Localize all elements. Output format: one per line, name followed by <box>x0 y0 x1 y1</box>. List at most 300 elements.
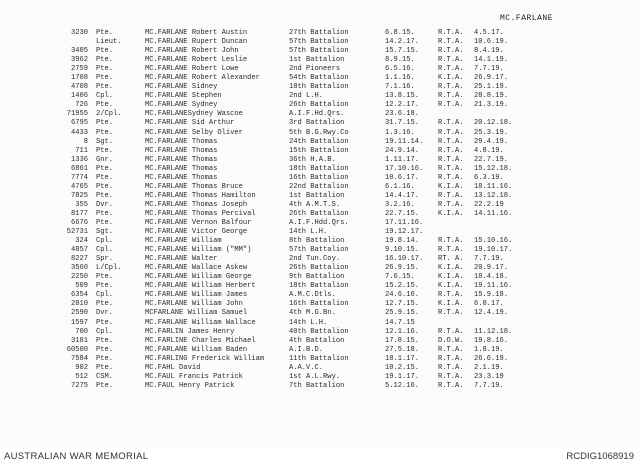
soldier-name: MC.FARLANE Robert Austin <box>145 29 248 37</box>
fate-date: 28.8.19. <box>474 92 509 101</box>
enlistment-date: 15.7.15. <box>385 47 420 56</box>
soldier-name: MC.FAUL Henry Patrick <box>145 381 235 390</box>
rank: Pte. <box>96 282 114 291</box>
fate-date: 26.6.19. <box>474 354 509 363</box>
fate: R.T.A. <box>438 237 464 246</box>
roll-row <box>0 264 640 273</box>
enlistment-date: 22.7.15. <box>385 209 420 218</box>
rank: Pte. <box>96 119 114 128</box>
service-number: 1336 <box>70 155 88 164</box>
rank: Cpl. <box>96 92 114 101</box>
roll-row <box>0 83 640 92</box>
enlistment-date: 14.7.15 <box>385 318 415 327</box>
unit: 57th Battalion <box>289 47 349 56</box>
soldier-name: MC.FARLANE Robert Leslie <box>145 56 248 65</box>
footer-institution: AUSTRALIAN WAR MEMORIAL <box>4 451 149 462</box>
fate: K.I.A. <box>438 300 464 309</box>
fate: K.I.A. <box>438 74 464 83</box>
unit: 11th Battalion <box>289 354 349 363</box>
roll-row <box>0 165 640 174</box>
rank: Pte. <box>96 182 114 191</box>
service-number: 711 <box>75 146 88 155</box>
rank: Pte. <box>96 300 114 309</box>
fate-date: 14.11.16. <box>474 209 513 218</box>
service-number: 2250 <box>70 273 88 282</box>
fate: R.T.A. <box>438 372 464 381</box>
service-number: 7584 <box>70 354 88 363</box>
soldier-name: MC.FARLANE Thomas <box>145 155 218 164</box>
fate: R.T.A. <box>438 56 464 65</box>
enlistment-date: 10.2.15. <box>385 363 420 372</box>
fate: R.T.A. <box>438 38 464 47</box>
soldier-name: MC.FARLANE William James <box>145 291 248 300</box>
enlistment-date: 13.8.15. <box>385 92 420 101</box>
fate: K.I.A. <box>438 209 464 218</box>
rank: Pte. <box>96 345 114 354</box>
rank: Pte. <box>96 209 114 218</box>
rank: Dvr. <box>96 309 114 318</box>
rank: 2/Cpl. <box>96 110 122 119</box>
soldier-name: MC.FARLANE Robert Alexander <box>145 74 260 83</box>
enlistment-date: 27.5.18. <box>385 345 420 354</box>
enlistment-date: 12.2.17. <box>385 101 420 110</box>
soldier-name: MC.FAUL Francis Patrick <box>145 372 243 381</box>
roll-row <box>0 47 640 56</box>
soldier-name: MC.FARLING Frederick William <box>145 354 265 363</box>
service-number: 71955 <box>66 110 88 119</box>
rank: Pte. <box>96 29 114 37</box>
rank: Pte. <box>96 336 114 345</box>
fate: R.T.A. <box>438 291 464 300</box>
enlistment-date: 1.1.16. <box>385 74 415 83</box>
unit: 8th Battalion <box>289 237 345 246</box>
enlistment-date: 19.1.17. <box>385 372 420 381</box>
enlistment-date: 3.2.16. <box>385 200 415 209</box>
unit: 16th Battalion <box>289 173 349 182</box>
fate: R.T.A. <box>438 327 464 336</box>
soldier-name: MC.FARLANE Thomas <box>145 137 218 146</box>
enlistment-date: 17.10.16. <box>385 164 424 173</box>
roll-row <box>0 355 640 364</box>
rank: Gnr. <box>96 155 114 164</box>
fate-date: 7.7.19. <box>474 255 504 264</box>
service-number: 3405 <box>70 47 88 56</box>
fate-date: 25.3.19. <box>474 128 509 137</box>
fate-date: 23.3.19 <box>474 372 504 381</box>
enlistment-date: 25.9.15. <box>385 309 420 318</box>
unit: 3rd Battalion <box>289 119 345 128</box>
fate: R.T.A. <box>438 101 464 110</box>
unit: 16th Battalion <box>289 300 349 309</box>
roll-row <box>0 255 640 264</box>
unit: 18th Battalion <box>289 164 349 173</box>
enlistment-date: 9.10.15. <box>385 246 420 255</box>
fate-date: 19.8.16. <box>474 336 509 345</box>
fate-date: 29.4.19. <box>474 137 509 146</box>
soldier-name: MC.FARLANE Thomas Joseph <box>145 200 248 209</box>
fate: D.O.W. <box>438 336 464 345</box>
service-number: 4708 <box>70 83 88 92</box>
soldier-name: MC.FARLIN James Henry <box>145 327 235 336</box>
service-number: 3230 <box>70 29 88 37</box>
rank: Pte. <box>96 318 114 327</box>
soldier-name: MC.FARLANE William John <box>145 300 243 309</box>
roll-row <box>0 346 640 355</box>
unit: 4th A.M.T.S. <box>289 200 341 209</box>
roll-row <box>0 282 640 291</box>
service-number: 6795 <box>70 119 88 128</box>
unit: 2nd Tun.Coy. <box>289 255 341 264</box>
rank: Cpl. <box>96 237 114 246</box>
roll-row <box>0 56 640 65</box>
fate: R.T.A. <box>438 164 464 173</box>
fate: R.T.A. <box>438 29 464 37</box>
enlistment-date: 24.9.14. <box>385 146 420 155</box>
unit: 57th Battalion <box>289 246 349 255</box>
soldier-name: MC.FARLANE Robert Lowe <box>145 65 239 74</box>
rank: Pte. <box>96 381 114 390</box>
fate: R.T.A. <box>438 363 464 372</box>
roll-row <box>0 309 640 318</box>
service-number: 60500 <box>66 345 88 354</box>
fate-date: 7.7.19. <box>474 65 504 74</box>
soldier-name: MC.FARLANE Wallace Askew <box>145 264 248 273</box>
fate: R.T.A. <box>438 173 464 182</box>
roll-row <box>0 174 640 183</box>
unit: 1st A.L.Rwy. <box>289 372 341 381</box>
fate: R.T.A. <box>438 191 464 200</box>
roll-row <box>0 319 640 328</box>
enlistment-date: 5.12.16. <box>385 381 420 390</box>
rank: L/Cpl. <box>96 264 122 273</box>
enlistment-date: 7.6.15. <box>385 273 415 282</box>
unit: 26th Battalion <box>289 264 349 273</box>
enlistment-date: 12.1.16. <box>385 327 420 336</box>
enlistment-date: 19.11.14. <box>385 137 424 146</box>
fate: R.T.A. <box>438 83 464 92</box>
unit: 27th Battalion <box>289 29 349 37</box>
soldier-name: MC.FARLANE Rupert Duncan <box>145 38 248 47</box>
rank: Pte. <box>96 74 114 83</box>
roll-row <box>0 183 640 192</box>
fate-date: 13.12.18. <box>474 191 513 200</box>
service-number: 4765 <box>70 182 88 191</box>
enlistment-date: 8.9.15. <box>385 56 415 65</box>
rank: Pte. <box>96 363 114 372</box>
enlistment-date: 24.6.16. <box>385 291 420 300</box>
soldier-name: MC.FARLANE Sydney <box>145 101 218 110</box>
unit: 2nd Pioneers <box>289 65 341 74</box>
fate: R.T.A. <box>438 155 464 164</box>
fate: R.T.A. <box>438 246 464 255</box>
soldier-name: MC.FARLANE Thomas <box>145 146 218 155</box>
service-number: 8227 <box>70 255 88 264</box>
unit: 4th Battalion <box>289 336 345 345</box>
unit: 14th L.H. <box>289 228 328 237</box>
soldier-name: MC.FARLANE Stephen <box>145 92 222 101</box>
rank: Sgt. <box>96 228 114 237</box>
roll-row <box>0 147 640 156</box>
unit: 4th M.G.Bn. <box>289 309 336 318</box>
enlistment-date: 14.4.17. <box>385 191 420 200</box>
fate-date: 18.4.18. <box>474 273 509 282</box>
fate-date: 4.5.17. <box>474 29 504 37</box>
fate: K.I.A. <box>438 264 464 273</box>
roll-row <box>0 246 640 255</box>
roll-row <box>0 119 640 128</box>
roll-row <box>0 138 640 147</box>
fate-date: 7.7.19. <box>474 381 504 390</box>
roll-row <box>0 65 640 74</box>
roll-row <box>0 156 640 165</box>
fate-date: 22.2.19 <box>474 200 504 209</box>
rank: Pte. <box>96 146 114 155</box>
unit: 5th B.G.Rwy.Co <box>289 128 349 137</box>
rank: Pte. <box>96 164 114 173</box>
fate-date: 21.3.19. <box>474 101 509 110</box>
enlistment-date: 19.12.17. <box>385 228 424 237</box>
fate-date: 22.7.19. <box>474 155 509 164</box>
fate-date: 20.9.17. <box>474 264 509 273</box>
service-number: 355 <box>75 200 88 209</box>
service-number: 6676 <box>70 218 88 227</box>
soldier-name: MC.FARLANE William <box>145 237 222 246</box>
enlistment-date: 14.2.17. <box>385 38 420 47</box>
fate-date: 15.12.18. <box>474 164 513 173</box>
roll-row <box>0 201 640 210</box>
enlistment-date: 17.8.15. <box>385 336 420 345</box>
roll-row <box>0 291 640 300</box>
fate-date: 20.12.18. <box>474 119 513 128</box>
soldier-name: MC.FARLANE Sidney <box>145 83 218 92</box>
fate-date: 6.8.17. <box>474 300 504 309</box>
service-number: 52731 <box>66 228 88 237</box>
fate: K.I.A. <box>438 182 464 191</box>
unit: 24th Battalion <box>289 137 349 146</box>
fate: R.T.A. <box>438 92 464 101</box>
service-number: 3181 <box>70 336 88 345</box>
soldier-name: MC.FAHL David <box>145 363 201 372</box>
fate: R.T.A. <box>438 381 464 390</box>
roll-entries <box>0 29 640 391</box>
soldier-name: MC.FARLANE William Herbert <box>145 282 256 291</box>
service-number: 8177 <box>70 209 88 218</box>
soldier-name: MC.FARLANE Thomas Percival <box>145 209 256 218</box>
fate-date: 11.12.18. <box>474 327 513 336</box>
unit: 1st Battalion <box>289 56 345 65</box>
service-number: 700 <box>75 327 88 336</box>
service-number: 3962 <box>70 56 88 65</box>
soldier-name: MC.FARLANE Walter <box>145 255 218 264</box>
fate-date: 18.11.16. <box>474 182 513 191</box>
fate-date: 15.10.16. <box>474 237 513 246</box>
fate-date: 2.1.19. <box>474 363 504 372</box>
soldier-name: MC.FARLANE Thomas <box>145 173 218 182</box>
roll-row <box>0 237 640 246</box>
enlistment-date: 1.11.17. <box>385 155 420 164</box>
service-number: 8 <box>83 137 88 146</box>
enlistment-date: 31.7.15. <box>385 119 420 128</box>
soldier-name: MC.FARLANE Thomas <box>145 164 218 173</box>
unit: 54th Battalion <box>289 74 349 83</box>
soldier-name: MC.FARLANE William ("MM") <box>145 246 252 255</box>
fate: R.T.A. <box>438 200 464 209</box>
fate: R.T.A. <box>438 146 464 155</box>
roll-row <box>0 228 640 237</box>
enlistment-date: 19.8.14. <box>385 237 420 246</box>
fate: R.T.A. <box>438 119 464 128</box>
rank: CSM. <box>96 372 114 381</box>
fate: R.T.A. <box>438 65 464 74</box>
fate: R.T.A. <box>438 137 464 146</box>
fate: R.T.A. <box>438 345 464 354</box>
unit: 15th Battalion <box>289 146 349 155</box>
fate-date: 6.3.19. <box>474 173 504 182</box>
unit: 9th Battalion <box>289 273 345 282</box>
unit: 14th L.H. <box>289 318 328 327</box>
enlistment-date: 10.6.17. <box>385 173 420 182</box>
service-number: 1406 <box>70 92 88 101</box>
roll-row <box>0 364 640 373</box>
rank: Cpl. <box>96 327 114 336</box>
unit: 26th Battalion <box>289 209 349 218</box>
rank: Pte. <box>96 354 114 363</box>
service-number: 512 <box>75 372 88 381</box>
fate: K.I.A. <box>438 273 464 282</box>
rank: Pte. <box>96 128 114 137</box>
unit: A.I.B.D. <box>289 345 324 354</box>
enlistment-date: 6.1.16. <box>385 182 415 191</box>
enlistment-date: 18.1.17. <box>385 354 420 363</box>
roll-row <box>0 210 640 219</box>
enlistment-date: 16.10.17. <box>385 255 424 264</box>
service-number: 726 <box>75 101 88 110</box>
soldier-name: MC.FARLANE Thomas Bruce <box>145 182 243 191</box>
soldier-name: MC.FARLANE William Wallace <box>145 318 256 327</box>
rank: Pte. <box>96 65 114 74</box>
service-number: 902 <box>75 363 88 372</box>
service-number: 1708 <box>70 74 88 83</box>
fate-date: 8.4.19. <box>474 47 504 56</box>
footer-record-id: RCDIG1068919 <box>566 451 634 462</box>
unit: 26th Battalion <box>289 101 349 110</box>
enlistment-date: 15.2.15. <box>385 282 420 291</box>
service-number: 7275 <box>70 381 88 390</box>
fate-date: 12.4.19. <box>474 309 509 318</box>
roll-row <box>0 38 640 47</box>
rank: Cpl. <box>96 246 114 255</box>
roll-row <box>0 101 640 110</box>
roll-row <box>0 328 640 337</box>
roll-row <box>0 219 640 228</box>
roll-row <box>0 192 640 201</box>
soldier-name: MC.FARLANE William Baden <box>145 345 248 354</box>
fate: R.T.A. <box>438 354 464 363</box>
service-number: 7774 <box>70 173 88 182</box>
roll-row <box>0 129 640 138</box>
service-number: 2810 <box>70 300 88 309</box>
soldier-name: MC.FARLANE Victor George <box>145 228 248 237</box>
fate-date: 25.1.19. <box>474 83 509 92</box>
page-surname-heading: MC.FARLANE <box>500 14 554 23</box>
service-number: 4433 <box>70 128 88 137</box>
roll-row <box>0 382 640 391</box>
unit: A.I.F.Hdd.Qrs. <box>289 218 349 227</box>
roll-row <box>0 300 640 309</box>
fate-date: 4.8.19. <box>474 146 504 155</box>
enlistment-date: 6.8.15. <box>385 29 415 37</box>
roll-row <box>0 273 640 282</box>
service-number: 6354 <box>70 291 88 300</box>
enlistment-date: 6.5.16. <box>385 65 415 74</box>
roll-row <box>0 29 640 38</box>
soldier-name: MC.FARLANE Sid Arthur <box>145 119 235 128</box>
service-number: 509 <box>75 282 88 291</box>
rank: Pte. <box>96 191 114 200</box>
footer-bar <box>0 448 640 466</box>
rank: Pte. <box>96 47 114 56</box>
rank: Pte. <box>96 173 114 182</box>
unit: 7th Battalion <box>289 381 345 390</box>
rank: Pte. <box>96 101 114 110</box>
roll-row <box>0 337 640 346</box>
roll-row <box>0 74 640 83</box>
roll-row <box>0 373 640 382</box>
soldier-name: MC.FARLANE William George <box>145 273 252 282</box>
unit: A.A.V.C. <box>289 363 324 372</box>
service-number: 7825 <box>70 191 88 200</box>
fate: K.I.A. <box>438 282 464 291</box>
rank: Spr. <box>96 255 114 264</box>
soldier-name: MC.FARLANE Thomas Hamilton <box>145 191 256 200</box>
rank: Pte. <box>96 273 114 282</box>
rank: Pte. <box>96 83 114 92</box>
fate-date: 19.10.17. <box>474 246 513 255</box>
soldier-name: MC.FARLINE Charles Michael <box>145 336 256 345</box>
soldier-name: MC.FARLANESydney Wascoe <box>145 110 243 119</box>
enlistment-date: 23.6.18. <box>385 110 420 119</box>
rank: Pte. <box>96 218 114 227</box>
rank: Lieut. <box>96 38 122 47</box>
unit: 1st Battalion <box>289 191 345 200</box>
unit: 2nd L.H. <box>289 92 324 101</box>
unit: 36th H.A.B. <box>289 155 336 164</box>
fate-date: 15.9.18. <box>474 291 509 300</box>
fate-date: 19.11.16. <box>474 282 513 291</box>
enlistment-date: 1.3.16. <box>385 128 415 137</box>
soldier-name: MC.FARLANE Vernon Balfour <box>145 218 252 227</box>
roll-row <box>0 92 640 101</box>
service-number: 4857 <box>70 246 88 255</box>
fate: R.T.A. <box>438 47 464 56</box>
soldier-name: MC.FARLANE Robert John <box>145 47 239 56</box>
service-number: 1597 <box>70 318 88 327</box>
rank: Sgt. <box>96 137 114 146</box>
unit: 22nd Battalion <box>289 182 349 191</box>
fate: R.T.A. <box>438 309 464 318</box>
enlistment-date: 12.7.15. <box>385 300 420 309</box>
unit: 18th Battalion <box>289 83 349 92</box>
fate-date: 14.1.19. <box>474 56 509 65</box>
service-number: 2590 <box>70 309 88 318</box>
service-number: 2759 <box>70 65 88 74</box>
enlistment-date: 17.11.16. <box>385 218 424 227</box>
fate: R.T.A. <box>438 128 464 137</box>
service-number: 324 <box>75 237 88 246</box>
rank: Dvr. <box>96 200 114 209</box>
enlistment-date: 7.1.16. <box>385 83 415 92</box>
unit: A.M.C.Dtls. <box>289 291 336 300</box>
